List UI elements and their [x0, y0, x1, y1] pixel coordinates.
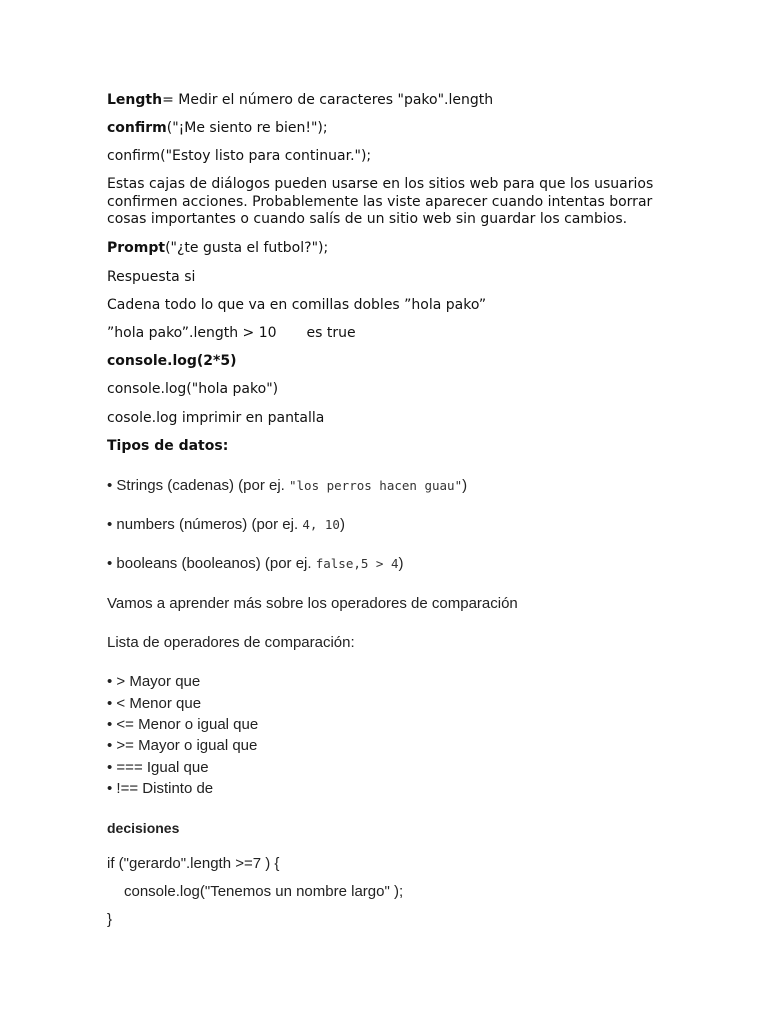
tipos-heading: Tipos de datos: [107, 438, 229, 454]
length-line [107, 91, 493, 109]
type-item-prefix: • Strings (cadenas) (por ej. [107, 477, 289, 494]
operator-item: • < Menor que [107, 695, 202, 712]
type-item-numbers [107, 516, 345, 534]
type-item-code: false,5 > 4 [315, 556, 399, 571]
cosole-line: cosole.log imprimir en pantalla [107, 410, 325, 426]
es-true-text: es true [306, 325, 356, 341]
respuesta-line: Respuesta si [107, 269, 196, 285]
cadena-line: Cadena todo lo que va en comillas dobles ”hola pako” [107, 297, 487, 313]
type-item-prefix: • booleans (booleanos) (por ej. [107, 555, 316, 572]
operator-item: • === Igual que [107, 759, 209, 776]
type-item-code: "los perros hacen guau" [289, 478, 463, 493]
decisiones-heading: decisiones [107, 820, 180, 836]
length-label: Length [107, 92, 163, 108]
type-item-suffix: ) [339, 516, 345, 533]
console-hola-line: console.log("hola pako") [107, 381, 279, 397]
type-item-booleans [107, 555, 404, 573]
type-item-suffix: ) [398, 555, 404, 572]
confirm-line-2: confirm("Estoy listo para continuar."); [107, 148, 372, 164]
confirm-label: confirm [107, 120, 167, 136]
prompt-args: ("¿te gusta el futbol?"); [165, 240, 329, 256]
lista-line: Lista de operadores de comparación: [107, 634, 355, 651]
prompt-line [107, 239, 328, 257]
hola-length-expr: ”hola pako”.length > 10 [107, 325, 277, 341]
operator-item: • <= Menor o igual que [107, 716, 259, 733]
operator-item: • !== Distinto de [107, 780, 214, 797]
hola-length-line [107, 324, 356, 342]
code-line-if: if ("gerardo".length >=7 ) { [107, 855, 280, 872]
type-item-prefix: • numbers (números) (por ej. [107, 516, 303, 533]
code-line-console: console.log("Tenemos un nombre largo" ); [124, 883, 404, 900]
console-bold-line: console.log(2*5) [107, 353, 237, 369]
operator-item: • >= Mayor o igual que [107, 737, 258, 754]
confirm-args: ("¡Me siento re bien!"); [166, 120, 328, 136]
type-item-code: 4, 10 [302, 517, 340, 532]
type-item-strings [107, 477, 467, 495]
length-description: = Medir el número de caracteres "pako".length [162, 92, 494, 108]
operator-item: • > Mayor que [107, 673, 201, 690]
vamos-line: Vamos a aprender más sobre los operadores de comparación [107, 595, 518, 612]
dialog-paragraph: Estas cajas de diálogos pueden usarse en los sitios web para que los usuarios confirmen acciones. Probablemente las viste aparecer cuando intentas borrar cosas importantes o cuando salís de un sitio web sin guardar los cambios. [107, 176, 654, 227]
prompt-label: Prompt [107, 240, 166, 256]
type-item-suffix: ) [462, 477, 468, 494]
code-line-close: } [107, 911, 113, 928]
confirm-line-1 [107, 119, 328, 137]
